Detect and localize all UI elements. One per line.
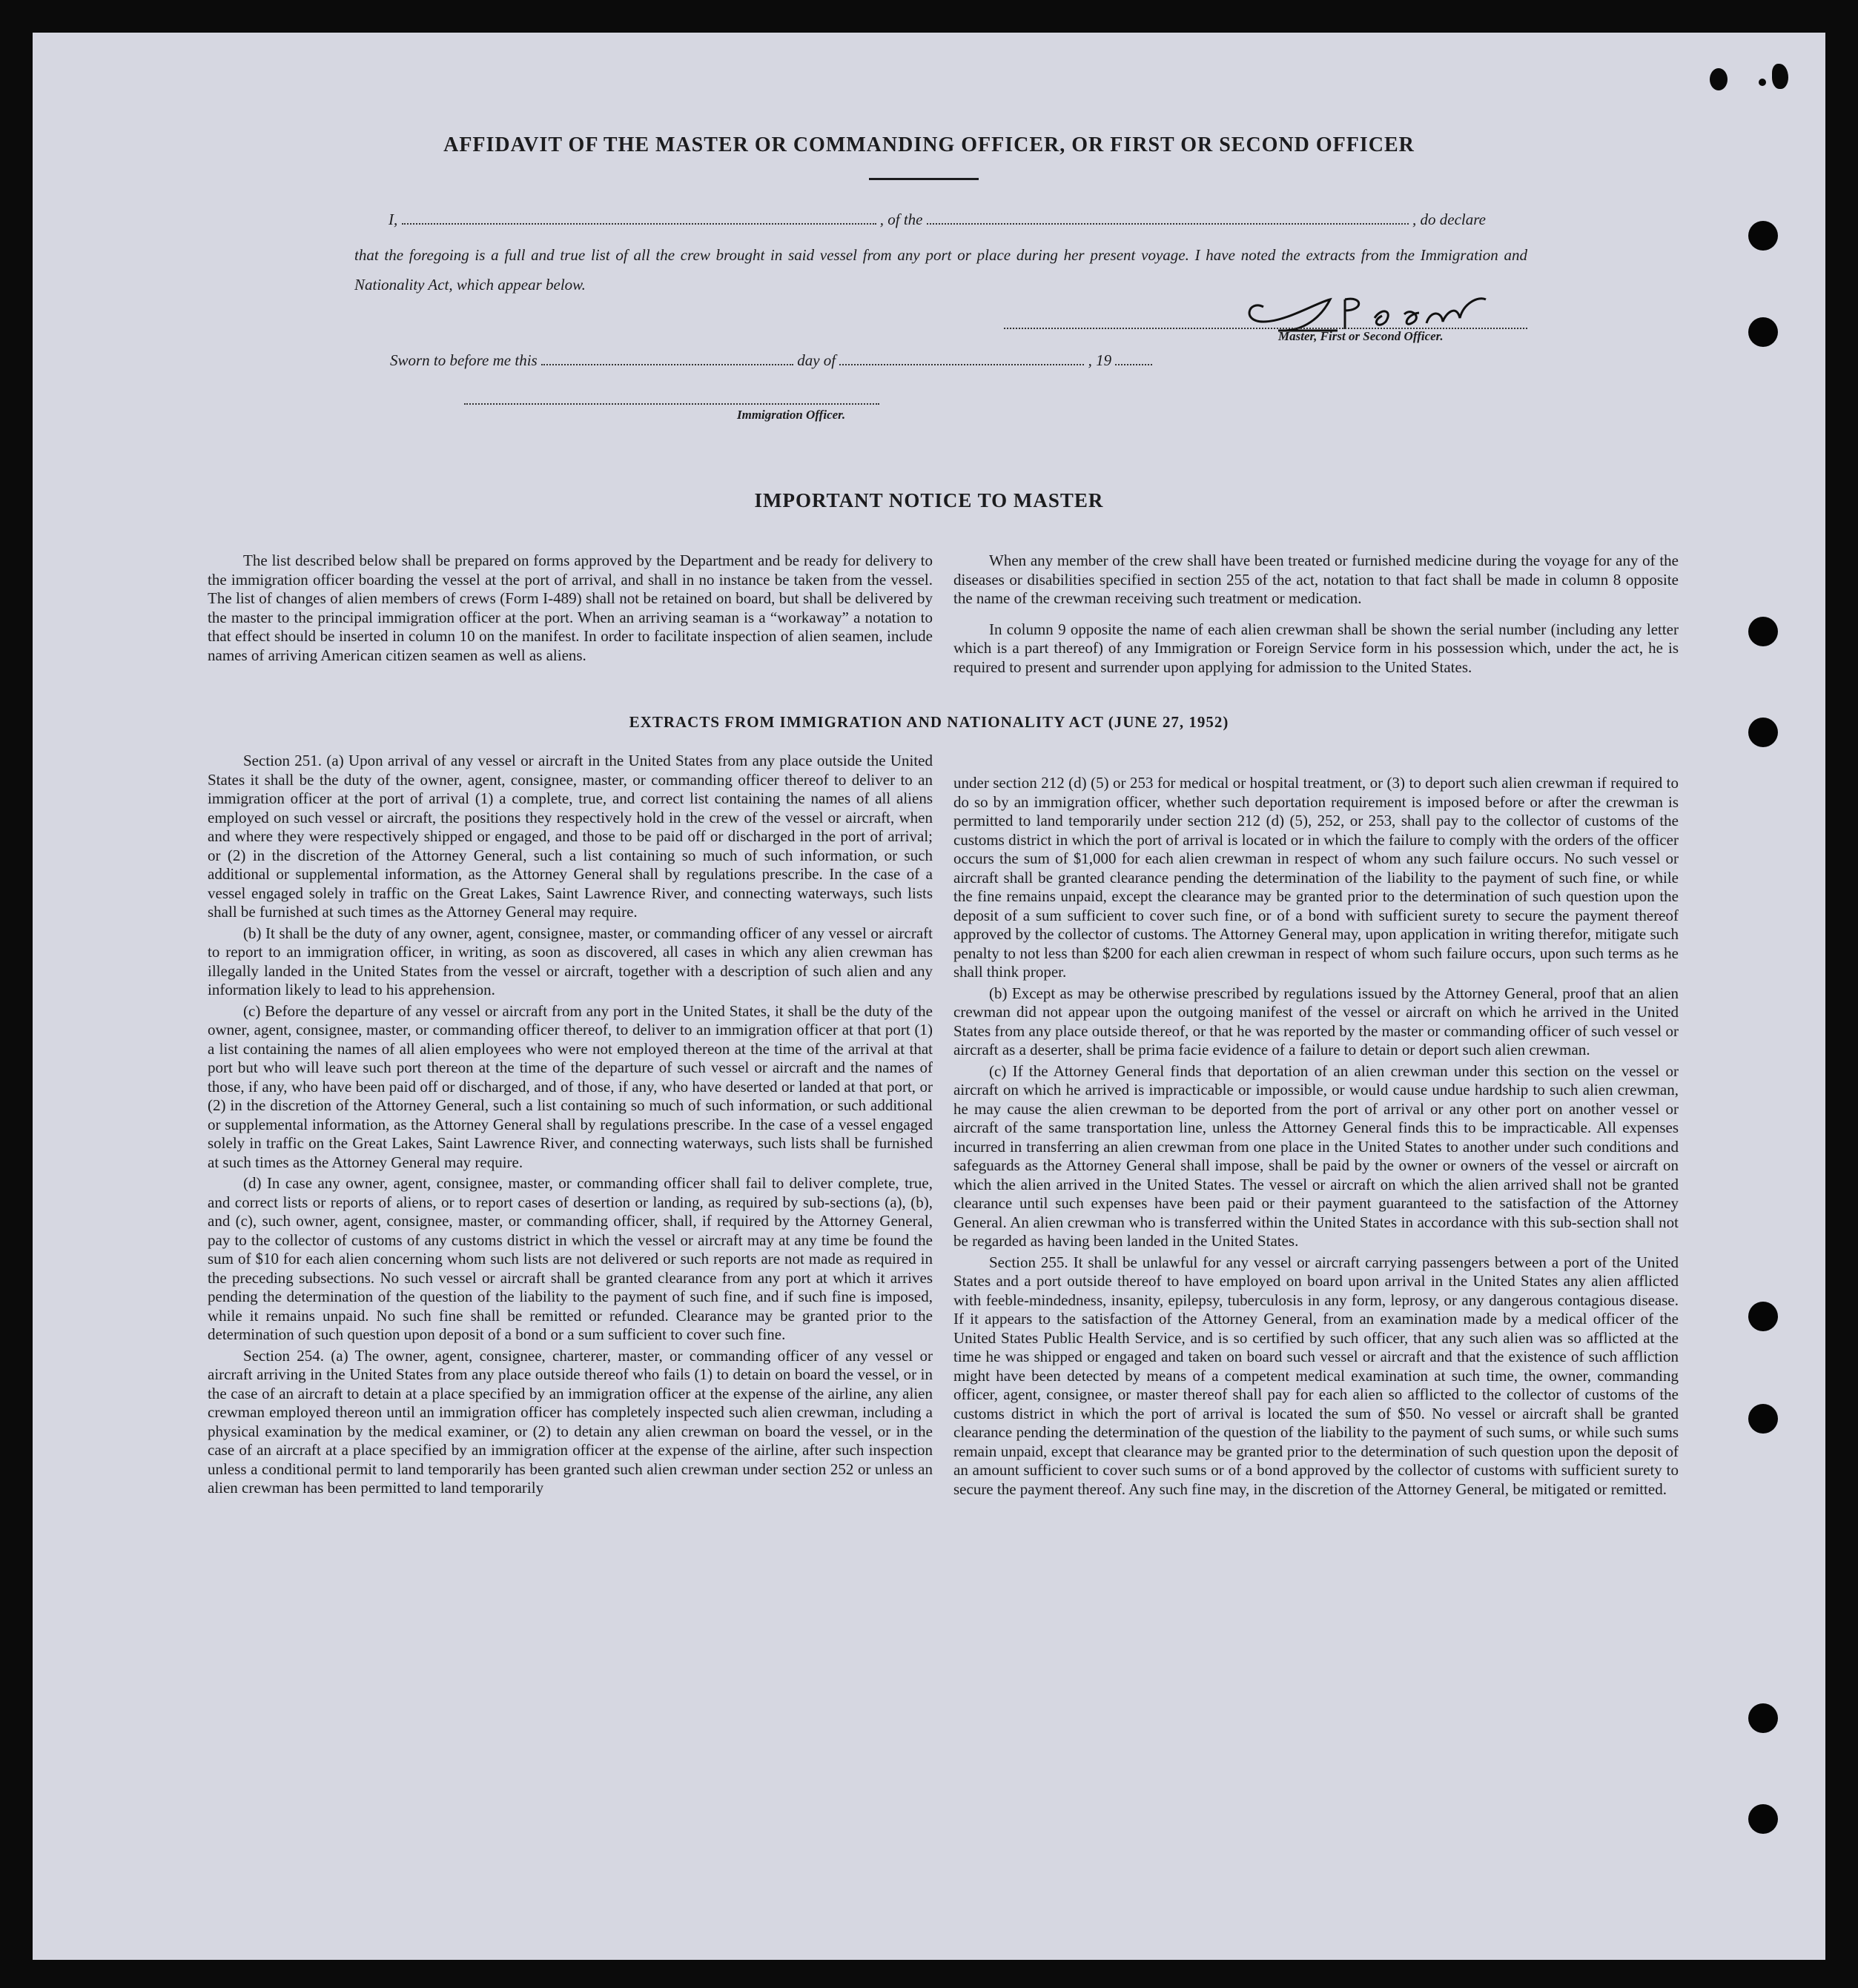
section-251c: (c) Before the departure of any vessel or aircraft from any port in the United States, it shall be the duty of the owner, agent, consignee, master, or commanding officer thereof, to deliver to an immigration officer at that port (1) a list containing the names of all alien employees who were not employed thereon at the time of the arrival at that port but who will leave such port thereon at the time of the departure of such vessel or aircraft and the names of those, if any, who have been paid off or discharged, and of those, if any, who have deserted or landed at that port, or (2) in the discretion of the Attorney General, such a list containing so much of such information, or such additional or supplemental information, as the Attorney General shall by regulations prescribe. In the case of a vessel engaged solely in traffic on the Great Lakes, Saint Lawrence River, and connecting waterways, such lists shall be furnished at such times as the Attorney General may require. — [208, 1001, 933, 1171]
day-of-label: day of — [797, 351, 836, 369]
notice-paragraph: The list described below shall be prepared on forms approved by the Department and be ready for delivery to the immigration officer boarding the vessel at the port of arrival, and shall in no instance be taken from the vessel. The list of changes of alien members of crews (Form I-489) shall not be retained on board, but shall be delivered by the master to the principal immigration officer at the port. When an arriving seaman is a “workaway” a notation to that effect should be inserted in column 10 on the manifest. In order to facilitate inspection of alien seamen, include names of arriving American citizen seamen as well as aliens. — [208, 551, 933, 664]
section-255: Section 255. It shall be unlawful for any vessel or aircraft carrying passengers between a port of the United States and a port outside thereof to have employed on board upon arrival in the United States any alien afflicted with feeble-mindedness, insanity, epilepsy, tuberculosis in any form, leprosy, or any dangerous contagious disease. If it appears to the satisfaction of the Attorney General, from an examination made by a medical officer of the United States Public Health Service, and is so certified by such officer, that any such alien was so afflicted at the time he was shipped or engaged and taken on board such vessel or aircraft and that the existence of such affliction might have been detected by means of a competent medical examination at such time, the owner, commanding officer, agent, consignee, or master thereof shall pay for each alien so afflicted to the collector of customs of the customs district in which the port of arrival is located the sum of $50. No vessel or aircraft shall be granted clearance pending the determination of the question of the liability to the payment of such sums, or while such sums remain unpaid, except that clearance may be granted prior to the determination of such question upon the deposit of an amount sufficient to cover such sums or of a bond approved by the collector of customs with sufficient surety to secure the payment thereof. Any such fine may, in the discretion of the Attorney General, be mitigated or remitted. — [953, 1253, 1679, 1498]
sworn-month-field[interactable] — [839, 354, 1084, 365]
section-251d: (d) In case any owner, agent, consignee, master, or commanding officer shall fail to deliver complete, true, and correct lists or reports of aliens, or to report cases of desertion or landing, as required by sub-sections (a), (b), and (c), such owner, agent, consignee, master, or commanding officer, shall, if required by the Attorney General, pay to the collector of customs of any customs district in which the vessel or aircraft may at any time be found the sum of $10 for each alien concerning whom such lists are not delivered or such reports are not made as required in the preceding subsections. No such vessel or aircraft shall be granted clearance from any port at which it arrives pending the determination of the question of the liability to the payment of such fine, and if such fine is imposed, while it remains unpaid. No such fine shall be remitted or refunded. Clearance may be granted prior to the determination of such question upon deposit of a bond or a sum sufficient to cover such fine. — [208, 1174, 933, 1343]
i-label: I, — [389, 211, 398, 228]
binder-hole — [1748, 617, 1778, 646]
sworn-row — [390, 351, 1152, 370]
sworn-day-field[interactable] — [541, 354, 793, 365]
extracts-right-column — [953, 774, 1679, 1499]
section-251a: Section 251. (a) Upon arrival of any vessel or aircraft in the United States from any place outside the United States it shall be the duty of the owner, agent, consignee, master, or commanding officer thereof to deliver to an immigration officer at the port of arrival (1) a complete, true, and correct list containing the names of all aliens employed on such vessel or aircraft, the positions they respectively hold in the crew of the vessel or aircraft, when and where they were respectively shipped or engaged, and those to be paid off or discharged in the port of arrival; or (2) in the discretion of the Attorney General, such a list containing so much of such information, or such additional or supplemental information, as the Attorney General shall by regulations prescribe. In the case of a vessel engaged solely in traffic on the Great Lakes, Saint Lawrence River, and connecting waterways, such lists shall be furnished at such times as the Attorney General may require. — [208, 752, 933, 921]
notice-title: IMPORTANT NOTICE TO MASTER — [754, 489, 1104, 511]
section-254c: (c) If the Attorney General finds that deportation of an alien crewman under this section on the vessel or aircraft on which he arrived is impracticable or impossible, or would cause undue hardship to such alien crewman, he may cause the alien crewman to be deported from the port of arrival or any other port on another vessel or aircraft of the same transportation line, unless the Attorney General finds this to be impracticable. All expenses incurred in transferring an alien crewman from one place in the United States to another under such conditions and safeguards as the Attorney General shall impose, shall be paid by the owner or owners of the vessel or aircraft on which the alien arrived in the United States. The vessel or aircraft on which the alien arrived shall not be granted clearance until such expenses have been paid or their payment guaranteed to the satisfaction of the Attorney General. An alien crewman who is transferred within the United States in accordance with this sub-section shall not be regarded as having been landed in the United States. — [953, 1061, 1679, 1250]
year-label: , 19 — [1088, 351, 1112, 369]
notice-paragraph: When any member of the crew shall have been treated or furnished medicine during the voyage for any of the diseases or disabilities specified in section 255 of the act, notation to that fact shall be made in column 8 opposite the name of the crewman receiving such treatment or medication. — [953, 551, 1679, 607]
binder-hole — [1748, 1804, 1778, 1834]
binder-hole — [1748, 1404, 1778, 1434]
section-254a-cont: under section 212 (d) (5) or 253 for medical or hospital treatment, or (3) to deport such alien crewman if required to do so by an immigration officer, whether such deportation requirement is imposed before or after the crewman is permitted to land temporarily under section 212 (d) (5), 252, or 253, shall pay to the collector of customs of the customs district in which the port of arrival is located or in which the failure to comply with the orders of the officer occurs the sum of $1,000 for each alien crewman in respect of whom any such failure occurs. No such vessel or aircraft shall be granted clearance pending the determination of the liability to the payment of such fine, or while the fine remains unpaid, except the clearance may be granted prior to the determination of such question upon the deposit of a sum sufficient to cover such fine, or of a bond with sufficient surety to secure the payment thereof approved by the collector of customs. The Attorney General may, upon application in writing therefor, mitigate such penalty to not less than $200 for each alien crewman in respect of whom such failure occurs, upon such terms as he shall think proper. — [953, 774, 1679, 981]
ink-blot — [1710, 68, 1728, 90]
binder-hole — [1748, 1302, 1778, 1331]
binder-hole — [1748, 1703, 1778, 1733]
binder-hole — [1748, 317, 1778, 347]
binder-hole — [1748, 221, 1778, 251]
immigration-officer-line[interactable] — [464, 403, 879, 405]
document-page — [33, 33, 1825, 1960]
name-field[interactable] — [402, 213, 876, 225]
ink-blot — [1759, 79, 1766, 86]
sworn-year-field[interactable] — [1115, 354, 1152, 365]
do-declare-label: , do declare — [1412, 211, 1486, 228]
title-divider — [869, 178, 979, 180]
notice-paragraph: In column 9 opposite the name of each alien crewman shall be shown the serial number (including any letter which is a part thereof) of any Immigration or Foreign Service form in his possession which, under the act, he is required to present and surrender upon applying for admission to the United States. — [953, 620, 1679, 676]
of-the-label: , of the — [879, 211, 923, 228]
extracts-title: EXTRACTS FROM IMMIGRATION AND NATIONALITY ACT (JUNE 27, 1952) — [629, 713, 1229, 731]
affidavit-title: AFFIDAVIT OF THE MASTER OR COMMANDING OFFICER, OR FIRST OR SECOND OFFICER — [443, 133, 1415, 156]
signature-caption: Master, First or Second Officer. — [1278, 329, 1444, 343]
section-251b: (b) It shall be the duty of any owner, agent, consignee, master, or commanding officer of any vessel or aircraft to report to an immigration officer, in writing, as soon as discovered, all cases in which any alien crewman has illegally landed in the United States from the vessel or aircraft, together with a description of such alien and any information likely to lead to his apprehension. — [208, 924, 933, 998]
immigration-officer-caption: Immigration Officer. — [737, 408, 846, 422]
sworn-label: Sworn to before me this — [390, 351, 538, 369]
extracts-left-column — [208, 752, 933, 1498]
vessel-field[interactable] — [927, 213, 1409, 225]
notice-right-column — [953, 551, 1679, 677]
declaration-text: that the foregoing is a full and true list of all the crew brought in said vessel from any port or place during her present voyage. I have noted the extracts from the Immigration and Nationality Act, which appear below. — [354, 246, 1527, 294]
ink-blot — [1772, 64, 1788, 89]
notice-left-column — [208, 551, 933, 665]
section-254b: (b) Except as may be otherwise prescribed by regulations issued by the Attorney General, proof that an alien crewman did not appear upon the outgoing manifest of the vessel or aircraft on which he arrived in the United States from any place outside thereof, or that he was reported by the master or commanding officer of such vessel or aircraft as a deserter, shall be prima facie evidence of a failure to detain or deport such alien crewman. — [953, 984, 1679, 1058]
signature-line[interactable] — [1004, 328, 1527, 329]
section-254a: Section 254. (a) The owner, agent, consignee, charterer, master, or commanding officer of any vessel or aircraft arriving in the United States from any place outside thereof who fails (1) to detain on board the vessel, or in the case of an aircraft to detain at a place specified by an immigration officer at the expense of the airline, any alien crewman employed thereon until an immigration officer has completely inspected such alien crewman, including a physical examination by the medical examiner, or (2) to detain any alien crewman on board the vessel, or in the case of an aircraft at a place specified by an immigration officer at the expense of the airline, after such inspection unless a conditional permit to land temporarily has been granted such alien crewman under section 252 or unless an alien crewman has been permitted to land temporarily — [208, 1346, 933, 1497]
declarant-row — [389, 211, 1486, 229]
